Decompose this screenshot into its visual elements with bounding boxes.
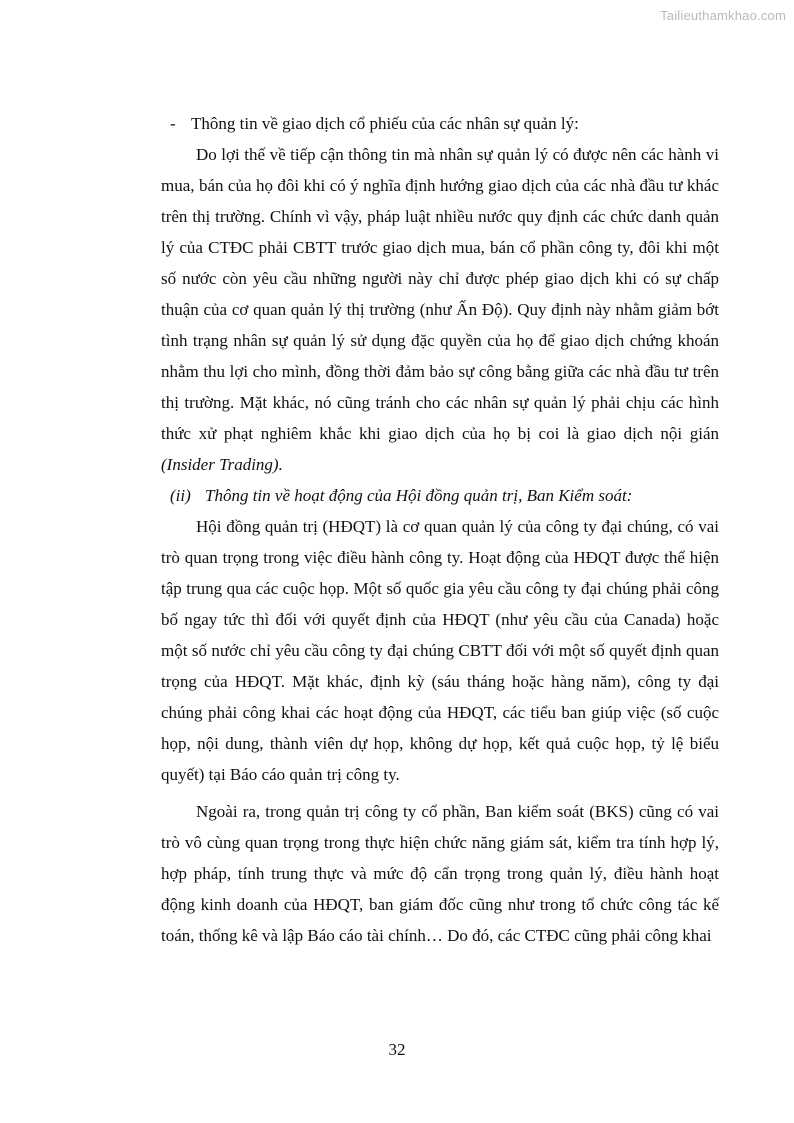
bullet-heading-text: Thông tin về giao dịch cổ phiếu của các nhân sự quản lý: [191,114,579,133]
paragraph-board-of-directors: Hội đồng quản trị (HĐQT) là cơ quan quản lý của công ty đại chúng, có vai trò quan trọng trong việc điều hành công ty. Hoạt động của HĐQT được thể hiện tập trung qua các cuộc họp. Một số quốc gia yêu cầu công ty đại chúng phải công bố ngay tức thì đối với quyết định của HĐQT (như yêu cầu của Canada) hoặc một số nước chỉ yêu cầu công ty đại chúng CBTT đối với một số quyết định quan trọng của HĐQT. Mặt khác, định kỳ (sáu tháng hoặc hàng năm), công ty đại chúng phải công khai các hoạt động của HĐQT, các tiểu ban giúp việc (số cuộc họp, nội dung, thành viên dự họp, không dự họp, kết quả cuộc họp, tỷ lệ biểu quyết) tại Báo cáo quản trị công ty. [161,517,719,784]
watermark-text: Tailieuthamkhao.com [660,8,786,23]
paragraph-1-italic-term: (Insider Trading). [161,455,283,474]
subheading-text: Thông tin về hoạt động của Hội đồng quản trị, Ban Kiểm soát: [205,486,633,505]
bullet-heading [161,108,719,139]
paragraph-1-text: Do lợi thế về tiếp cận thông tin mà nhân sự quản lý có được nên các hành vi mua, bán của họ đôi khi có ý nghĩa định hướng giao dịch của các nhà đầu tư khác trên thị trường. Chính vì vậy, pháp luật nhiều nước quy định các chức danh quản lý của CTĐC phải CBTT trước giao dịch mua, bán cổ phần công ty, đôi khi một số nước còn yêu cầu những người này chỉ được phép giao dịch khi có sự chấp thuận của cơ quan quản lý thị trường (như Ấn Độ). Quy định này nhằm giảm bớt tình trạng nhân sự quản lý sử dụng đặc quyền của họ để giao dịch chứng khoán nhằm thu lợi cho mình, đồng thời đảm bảo sự công bằng giữa các nhà đầu tư trên thị trường. Mặt khác, nó cũng tránh cho các nhân sự quản lý phải chịu các hình thức xử phạt nghiêm khắc khi giao dịch của họ bị coi là giao dịch nội gián [161,145,719,443]
page-number: 32 [388,1040,406,1059]
paragraph-insider-trading [161,139,719,480]
page-body [161,108,719,951]
subheading-number: (ii) [170,486,191,505]
bullet-dash: - [170,114,176,133]
paragraph-supervisory-board: Ngoài ra, trong quản trị công ty cổ phần, Ban kiểm soát (BKS) cũng có vai trò vô cùng quan trọng trong thực hiện chức năng giám sát, kiểm tra tính hợp lý, hợp pháp, tính trung thực và mức độ cẩn trọng trong quản lý, điều hành hoạt động kinh doanh của HĐQT, ban giám đốc cũng như trong tổ chức công tác kế toán, thống kê và lập Báo cáo tài chính… Do đó, các CTĐC cũng phải công khai [161,802,719,945]
section-subheading-ii [161,480,719,511]
